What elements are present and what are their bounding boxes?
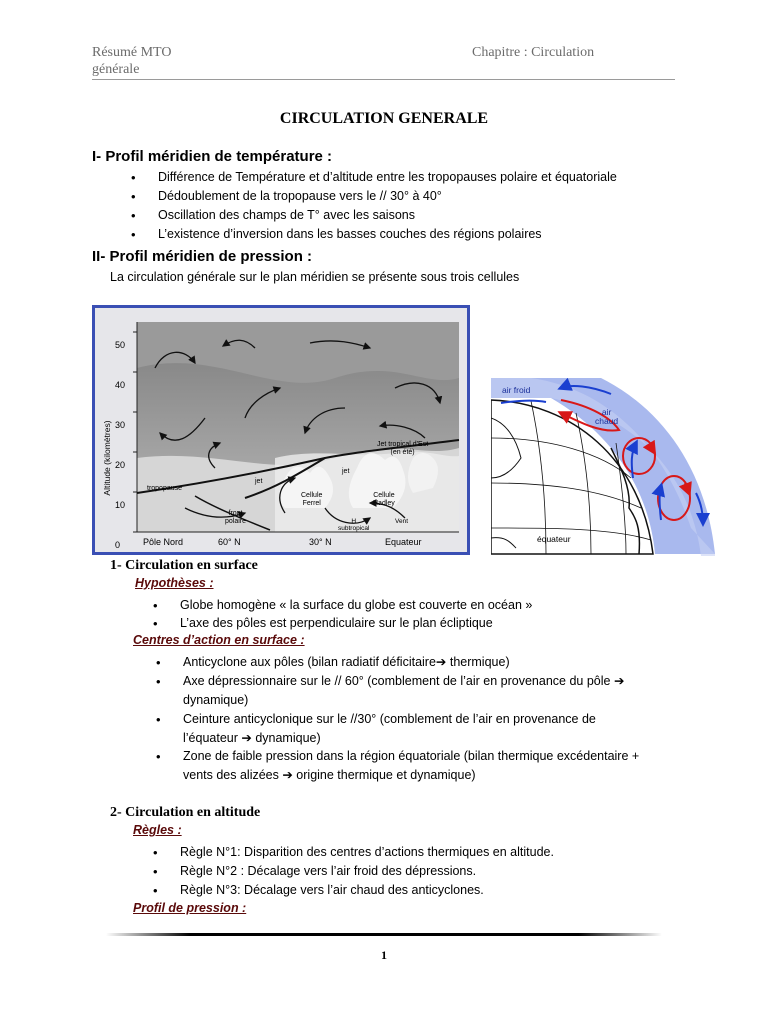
meridional-circulation-figure bbox=[92, 305, 470, 555]
tick-label: 0 bbox=[115, 540, 121, 550]
jet-tropical-label: Jet tropical d'Est (en été) bbox=[377, 441, 429, 456]
section2-heading: II- Profil méridien de pression : bbox=[92, 248, 313, 265]
h-subtropical-label: H subtropical bbox=[338, 518, 370, 532]
page-title: CIRCULATION GENERALE bbox=[279, 110, 489, 127]
subsection2-heading: 2- Circulation en altitude bbox=[110, 805, 261, 820]
air-froid-label: air froid bbox=[502, 385, 531, 395]
globe-diagram bbox=[491, 378, 715, 556]
list-item: • Anticyclone aux pôles (bilan radiatif déficitaire➔ thermique) bbox=[183, 653, 510, 672]
cellule-ferrel-label: Cellule Ferrel bbox=[301, 492, 323, 507]
section1-heading: I- Profil méridien de température : bbox=[92, 148, 333, 165]
profil-pression-label: Profil de pression : bbox=[133, 901, 247, 915]
list-item: • Dédoublement de la tropopause vers le // 30° à 40° bbox=[158, 187, 442, 206]
list-item: • Règle N°1: Disparition des centres d’actions thermiques en altitude. bbox=[180, 843, 554, 862]
page-number: 1 bbox=[381, 948, 387, 962]
tick-label: 10 bbox=[115, 500, 126, 510]
meridional-diagram bbox=[95, 308, 467, 552]
y-axis-label: Altitude (kilomètres) bbox=[102, 420, 112, 496]
jet-label-2: jet bbox=[342, 468, 350, 475]
tick-label: 40 bbox=[115, 380, 126, 390]
tick-label: Pôle Nord bbox=[143, 537, 184, 547]
cellule-hadley-label: Cellule Hadley bbox=[373, 492, 395, 507]
header-chapter: Chapitre : Circulation bbox=[472, 45, 595, 60]
tick-label: 60° N bbox=[218, 537, 241, 547]
tick-label: 30 bbox=[115, 420, 126, 430]
list-item: • Oscillation des champs de T° avec les saisons bbox=[158, 206, 415, 225]
list-item: • Globe homogène « la surface du globe est couverte en océan » bbox=[180, 596, 532, 615]
regles-label: Règles : bbox=[133, 823, 182, 837]
vent-label: Vent bbox=[395, 518, 409, 525]
centres-label: Centres d’action en surface : bbox=[133, 633, 305, 647]
list-item: • Zone de faible pression dans la région équatoriale (bilan thermique excédentaire + vents des alizées ➔ origine thermique et dynamique) bbox=[183, 747, 639, 785]
hypotheses-label: Hypothèses : bbox=[135, 576, 214, 590]
tick-label: 30° N bbox=[309, 537, 332, 547]
list-item: • Ceinture anticyclonique sur le //30° (comblement de l’air en provenance de l’équateur ➔ dynamique) bbox=[183, 710, 596, 748]
list-item: • L’axe des pôles est perpendiculaire sur le plan écliptique bbox=[180, 614, 493, 633]
section2-intro: La circulation générale sur le plan méridien se présente sous trois cellules bbox=[110, 270, 520, 284]
equateur-label: équateur bbox=[537, 534, 571, 544]
jet-label: jet bbox=[255, 478, 263, 485]
footer-divider bbox=[106, 933, 662, 936]
list-item: • Différence de Température et d’altitude entre les tropopauses polaire et équatoriale bbox=[158, 168, 617, 187]
list-item: • L’existence d’inversion dans les basses couches des régions polaires bbox=[158, 225, 542, 244]
tick-label: 50 bbox=[115, 340, 126, 350]
air-chaud-label: air chaud bbox=[595, 407, 619, 426]
header-divider bbox=[92, 79, 675, 80]
y-axis-ticks bbox=[115, 325, 125, 565]
tropopause-label: tropopause bbox=[147, 485, 183, 492]
front-polaire-label: front polaire bbox=[225, 510, 247, 525]
globe-cells-figure bbox=[491, 378, 715, 556]
header-left-title: Résumé MTO générale bbox=[92, 45, 172, 77]
tick-label: Equateur bbox=[385, 537, 422, 547]
subsection1-heading: 1- Circulation en surface bbox=[110, 558, 258, 573]
list-item: • Axe dépressionnaire sur le // 60° (comblement de l’air en provenance du pôle ➔ dynamique) bbox=[183, 672, 624, 710]
list-item: • Règle N°3: Décalage vers l’air chaud des anticyclones. bbox=[180, 881, 484, 900]
list-item: • Règle N°2 : Décalage vers l’air froid des dépressions. bbox=[180, 862, 476, 881]
tick-label: 20 bbox=[115, 460, 126, 470]
